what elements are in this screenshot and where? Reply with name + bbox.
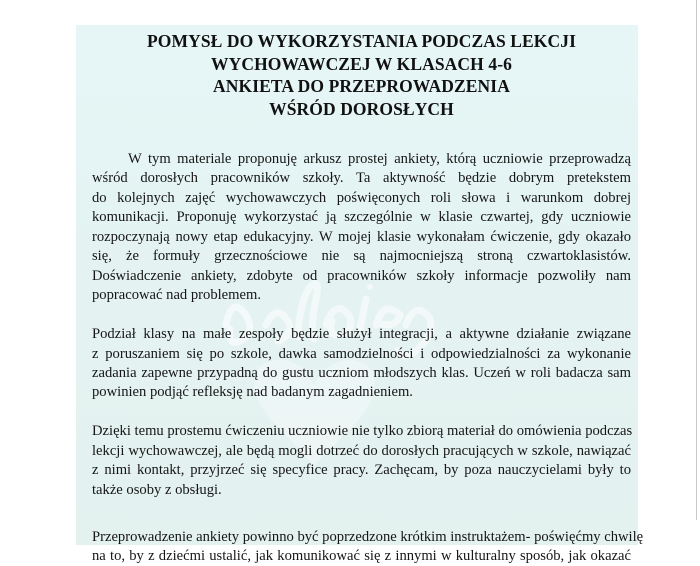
paragraph-teams — [92, 325, 631, 403]
text-line: Przeprowadzenie ankiety powinno być poprzedzone krótkim instruktażem- poświęćmy chwilę — [92, 528, 644, 545]
text-line: rozpoczynają nowy etap edukacyjny. W mojej klasie wykonałam ćwiczenie, gdy okazało — [92, 228, 631, 245]
text-line: Doświadczenie ankiety, zdobyte od pracowników szkoły informacje pozwoliły nam — [92, 267, 631, 284]
title-line: ANKIETA DO PRZEPROWADZENIA — [213, 76, 510, 96]
text-line: komunikacji. Proponuję wykorzystać ją szczególnie w klasie czwartej, gdy uczniowie — [92, 209, 631, 226]
text-line: wśród dorosłych pracowników szkoły. Ta aktywność będzie dobrym pretekstem — [92, 170, 631, 187]
text-line: Podział klasy na małe zespoły będzie służył integracji, a aktywne działanie związane — [92, 326, 631, 343]
text-line: na to, by z dziećmi ustalić, jak komunikować się z innymi w kulturalny sposób, jak okazać — [92, 548, 631, 565]
paragraph-benefits — [92, 422, 631, 500]
text-line: W tym materiale proponuję arkusz prostej ankiety, którą uczniowie przeprowadzą — [128, 151, 631, 167]
paragraph-spacer — [92, 500, 631, 519]
text-line: powinien podjąć refleksję nad badanym zagadnieniem. — [92, 384, 413, 401]
text-line: także osoby z obsługi. — [92, 481, 222, 498]
title-line: WŚRÓD DOROSŁYCH — [269, 98, 454, 119]
scroll-edge-divider — [696, 0, 697, 520]
text-line: lekcji wychowawczej, ale będą mogli dotrzeć do dorosłych pracujących w szkole, nawiązać — [92, 442, 631, 459]
paragraph-spacer — [92, 403, 631, 422]
document-page — [76, 25, 644, 565]
paragraph-spacer — [92, 306, 631, 325]
text-line: z nimi kontakt, przyjrzeć się specyfice pracy. Zachęcam, by poza nauczycielami były to — [92, 462, 631, 479]
text-line: z poruszaniem się po szkole, dawka samodzielności i odpowiedzialności za wykonanie — [92, 345, 631, 362]
title-line: WYCHOWAWCZEJ W KLASACH 4-6 — [211, 53, 512, 74]
text-line: Dzięki temu prostemu ćwiczeniu uczniowie nie tylko zbiorą materiał do omówienia podczas — [92, 423, 633, 440]
text-line: zadania zapewne przypadną do gustu uczniom młodszych klas. Uczeń w roli badacza sam — [92, 364, 631, 381]
paragraph-intro — [92, 150, 631, 306]
document-title — [92, 30, 631, 120]
paragraph-instructions — [92, 528, 644, 566]
document-content — [92, 25, 644, 566]
document-body — [92, 150, 644, 566]
title-line: POMYSŁ DO WYKORZYSTANIA PODCZAS LEKCJI — [146, 31, 577, 51]
text-line: się, że formuły grzecznościowe nie są najmocniejszą stroną czwartoklasistów. — [92, 248, 631, 265]
paragraph-spacer — [92, 520, 631, 528]
text-line: popracować nad problemem. — [92, 287, 261, 304]
text-line: do kolejnych zajęć wychowawczych poświęconych roli słowa i warunkom dobrej — [92, 189, 631, 206]
